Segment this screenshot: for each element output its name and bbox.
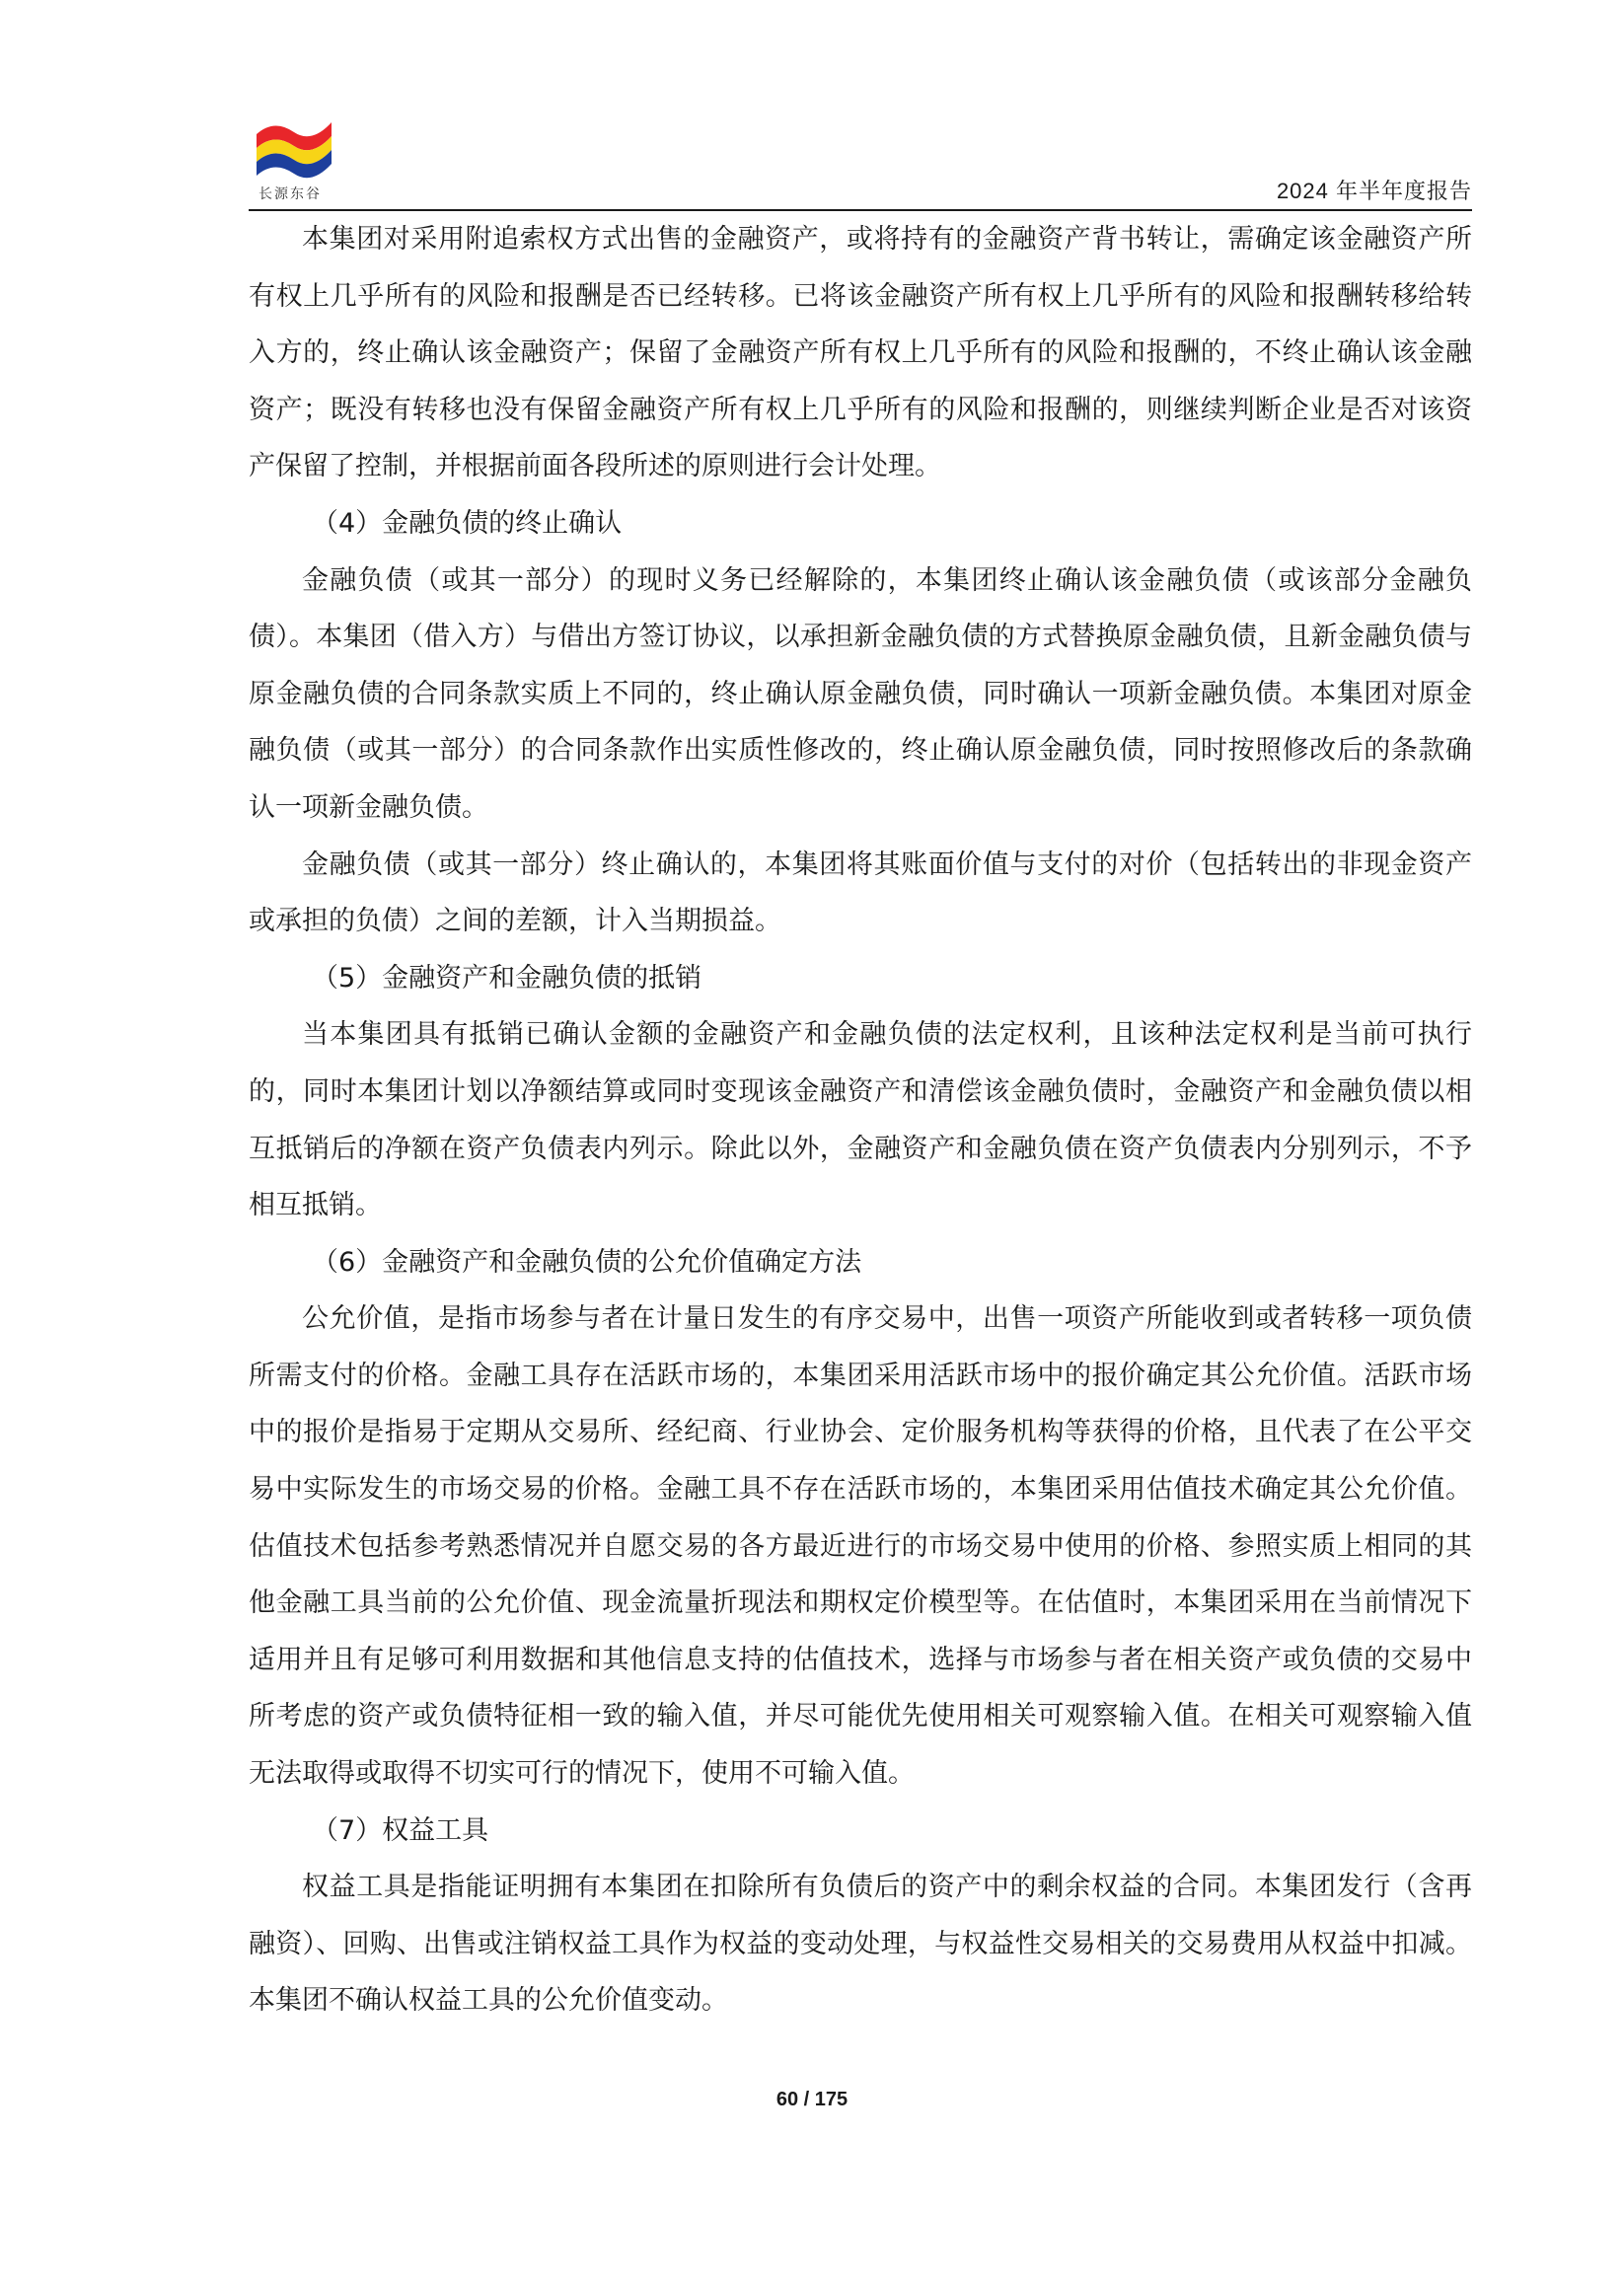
document-body xyxy=(249,211,1472,2029)
report-title: 2024 年半年度报告 xyxy=(1276,179,1472,203)
paragraph-liability-difference: 金融负债（或其一部分）终止确认的，本集团将其账面价值与支付的对价（包括转出的非现金资产或承担的负债）之间的差额，计入当期损益。 xyxy=(249,848,1472,937)
logo-caption: 长源东谷 xyxy=(258,186,322,202)
section-heading-4: （4）金融负债的终止确认 xyxy=(312,507,623,539)
section-heading-5: （5）金融资产和金融负债的抵销 xyxy=(312,962,702,994)
logo-wave-icon xyxy=(253,114,335,185)
paragraph-fair-value: 公允价值，是指市场参与者在计量日发生的有序交易中，出售一项资产所能收到或者转移一项负债所需支付的价格。金融工具存在活跃市场的，本集团采用活跃市场中的报价确定其公允价值。活跃市场中的报价是指易于定期从交易所、经纪商、行业协会、定价服务机构等获得的价格，且代表了在公平交易中实际发生的市场交易的价格。金融工具不存在活跃市场的，本集团采用估值技术确定其公允价值。估值技术包括参考熟悉情况并自愿交易的各方最近进行的市场交易中使用的价格、参照实质上相同的其他金融工具当前的公允价值、现金流量折现法和期权定价模型等。在估值时，本集团采用在当前情况下适用并且有足够可利用数据和其他信息支持的估值技术，选择与市场参与者在相关资产或负债的交易中所考虑的资产或负债特征相一致的输入值，并尽可能优先使用相关可观察输入值。在相关可观察输入值无法取得或取得不切实可行的情况下，使用不可输入值。 xyxy=(249,1303,1472,1790)
paragraph-equity-instruments: 权益工具是指能证明拥有本集团在扣除所有负债后的资产中的剩余权益的合同。本集团发行（含再融资）、回购、出售或注销权益工具作为权益的变动处理，与权益性交易相关的交易费用从权益中扣减。本集团不确认权益工具的公允价值变动。 xyxy=(249,1872,1472,2017)
paragraph-offsetting: 当本集团具有抵销已确认金额的金融资产和金融负债的法定权利，且该种法定权利是当前可执行的，同时本集团计划以净额结算或同时变现该金融资产和清偿该金融负债时，金融资产和金融负债以相互抵销后的净额在资产负债表内列示。除此以外，金融资产和金融负债在资产负债表内分别列示，不予相互抵销。 xyxy=(249,1019,1472,1221)
page-header xyxy=(249,114,1472,211)
paragraph-liability-derecognition: 金融负债（或其一部分）的现时义务已经解除的，本集团终止确认该金融负债（或该部分金融负债）。本集团（借入方）与借出方签订协议，以承担新金融负债的方式替换原金融负债，且新金融负债与原金融负债的合同条款实质上不同的，终止确认原金融负债，同时确认一项新金融负债。本集团对原金融负债（或其一部分）的合同条款作出实质性修改的，终止确认原金融负债，同时按照修改后的条款确认一项新金融负债。 xyxy=(249,564,1472,823)
paragraph-derecognition-transfer: 本集团对采用附追索权方式出售的金融资产，或将持有的金融资产背书转让，需确定该金融资产所有权上几乎所有的风险和报酬是否已经转移。已将该金融资产所有权上几乎所有的风险和报酬转移给转入方的，终止确认该金融资产；保留了金融资产所有权上几乎所有的风险和报酬的，不终止确认该金融资产；既没有转移也没有保留金融资产所有权上几乎所有的风险和报酬的，则继续判断企业是否对该资产保留了控制，并根据前面各段所述的原则进行会计处理。 xyxy=(249,224,1472,482)
company-logo xyxy=(253,114,335,203)
section-heading-7: （7）权益工具 xyxy=(312,1814,489,1846)
section-heading-6: （6）金融资产和金融负债的公允价值确定方法 xyxy=(312,1246,862,1278)
page-number: 60 / 175 xyxy=(775,2089,849,2110)
